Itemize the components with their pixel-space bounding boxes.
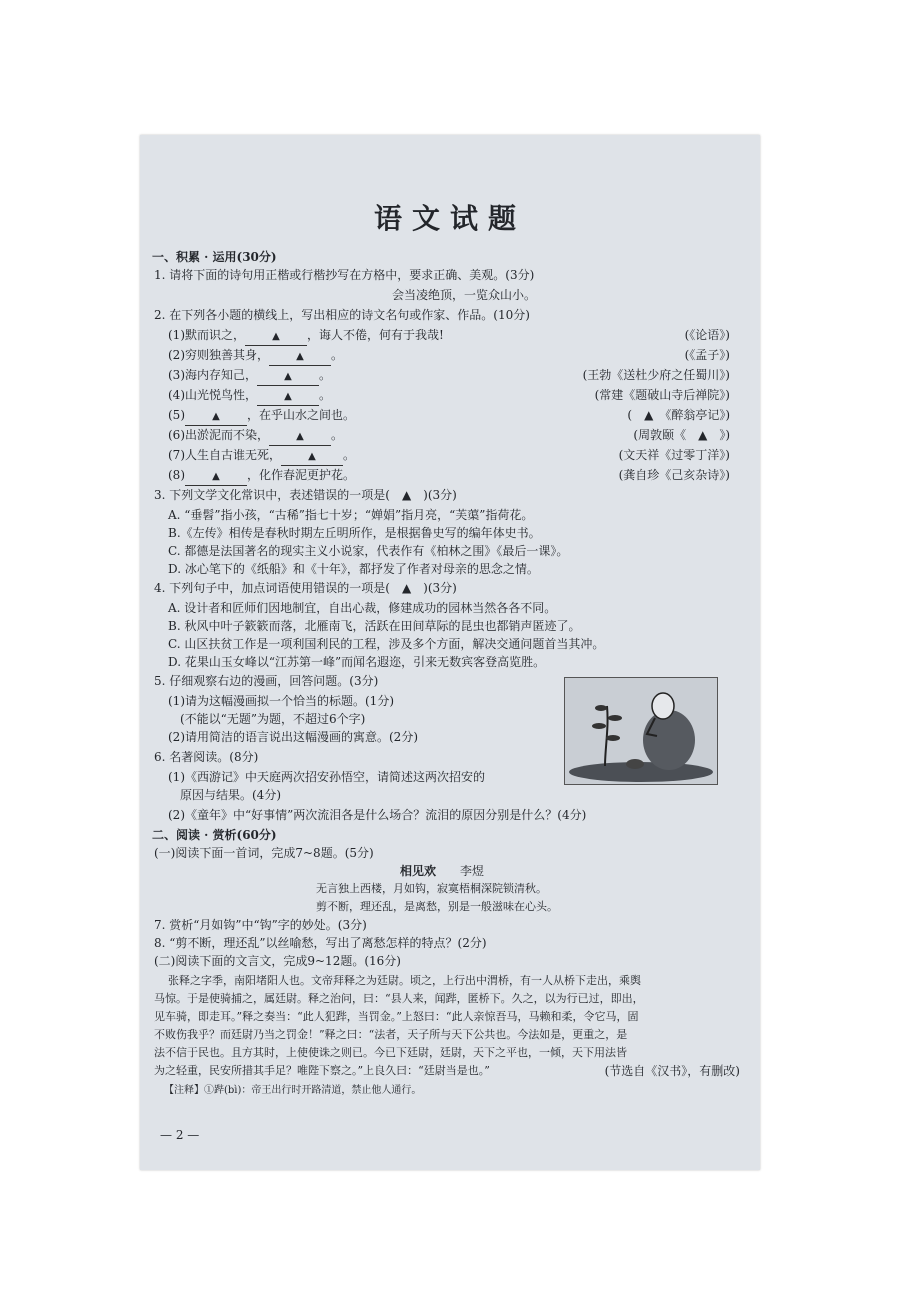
q4-option-c: C. 山区扶贫工作是一项利国利民的工程，涉及多个方面，解决交通问题首当其冲。 [168, 637, 605, 651]
section-2-heading: 二、阅读 · 赏析(60分) [152, 828, 277, 842]
q2-item-2: (2)穷则独善其身， ▲ 。 [168, 347, 343, 366]
q2-source-7: (文天祥《过零丁洋》) [618, 448, 730, 462]
q2-item-5: (5) ▲ ，在乎山水之间也。 [168, 407, 355, 426]
q2-item-6: (6)出淤泥而不染， ▲ 。 [168, 427, 343, 446]
annotation-note: 【注释】①跸(bì)：帝王出行时开路清道，禁止他人通行。 [164, 1085, 422, 1096]
q6-part-1-cont: 原因与结果。(4分) [180, 788, 281, 802]
answer-blank[interactable]: ▲ [185, 407, 247, 426]
q5-part-1: (1)请为这幅漫画拟一个恰当的标题。(1分) [168, 694, 394, 708]
q3-option-d: D. 冰心笔下的《纸船》和《十年》，都抒发了作者对母亲的思念之情。 [168, 562, 539, 576]
q2-item-4: (4)山光悦鸟性， ▲ 。 [168, 387, 331, 406]
q2-source-6: (周敦颐《 ▲ 》) [633, 428, 730, 442]
answer-blank[interactable]: ▲ [245, 327, 307, 346]
poem-title: 相见欢 [400, 864, 437, 878]
q3-option-a: A. “垂髫”指小孩，“古稀”指七十岁；“婵娟”指月亮，“芙蕖”指荷花。 [168, 508, 534, 522]
page-number: — 2 — [160, 1128, 200, 1142]
question-8: 8. “剪不断，理还乱”以丝喻愁，写出了离愁怎样的特点？(2分) [154, 936, 487, 950]
part-1-instruction: (一)阅读下面一首词，完成7~8题。(5分) [154, 846, 374, 860]
q2-source-2: (《孟子》) [684, 348, 730, 362]
section-1-heading: 一、积累 · 运用(30分) [152, 250, 277, 264]
wenyan-source: (节选自《汉书》，有删改) [604, 1064, 740, 1078]
answer-blank[interactable]: ▲ [269, 347, 331, 366]
q4-option-a: A. 设计者和匠师们因地制宜，自出心裁，修建成功的园林当然各各不同。 [168, 601, 557, 615]
poem-line-1: 无言独上西楼，月如钩，寂寞梧桐深院锁清秋。 [316, 882, 547, 895]
wenyan-line-3: 见车骑，即走耳。”释之奏当：“此人犯跸，当罚金。”上怒曰：“此人亲惊吾马，马赖和柔，令它马，固 [154, 1010, 639, 1023]
wenyan-line-5: 法不信于民也。且方其时，上使使诛之则已。今已下廷尉，廷尉，天下之平也，一倾，天下用法皆 [154, 1046, 627, 1059]
wenyan-line-2: 马惊。于是使骑捕之，属廷尉。释之治问，曰：“县人来，闻跸，匿桥下。久之，以为行已过，即出， [154, 992, 644, 1005]
q5-part-1-note: (不能以“无题”为题，不超过6个字) [180, 712, 366, 726]
q2-source-4: (常建《题破山寺后禅院》) [594, 388, 730, 402]
exam-sheet [140, 135, 760, 1170]
q6-part-2: (2)《童年》中“好事情”两次流泪各是什么场合？流泪的原因分别是什么？(4分) [168, 808, 587, 822]
answer-blank[interactable]: ▲ [257, 367, 319, 386]
wenyan-line-4: 不败伤我乎？而廷尉乃当之罚金！”释之曰：“法者，天子所与天下公共也。今法如是，更重之，是 [154, 1028, 628, 1041]
question-7: 7. 赏析“月如钩”中“钩”字的妙处。(3分) [154, 918, 367, 932]
question-1: 1. 请将下面的诗句用正楷或行楷抄写在方格中，要求正确、美观。(3分) [154, 268, 535, 282]
q3-option-c: C. 都德是法国著名的现实主义小说家，代表作有《柏林之围》《最后一课》。 [168, 544, 569, 558]
wenyan-line-1: 张释之字季，南阳堵阳人也。文帝拜释之为廷尉。顷之，上行出中渭桥，有一人从桥下走出，乘舆 [168, 974, 641, 987]
q5-part-2: (2)请用简洁的语言说出这幅漫画的寓意。(2分) [168, 730, 418, 744]
q2-source-5: ( ▲ 《醉翁亭记》) [627, 408, 730, 422]
question-5: 5. 仔细观察右边的漫画，回答问题。(3分) [154, 674, 379, 688]
question-1-poem: 会当凌绝顶，一览众山小。 [392, 288, 537, 302]
q2-source-8: (龚自珍《己亥杂诗》) [618, 468, 730, 482]
question-3: 3. 下列文学文化常识中，表述错误的一项是( ▲ )(3分) [154, 488, 457, 502]
q2-item-7: (7)人生自古谁无死， ▲ 。 [168, 447, 355, 466]
answer-blank[interactable]: ▲ [257, 387, 319, 406]
poem-line-2: 剪不断，理还乱，是离愁，别是一般滋味在心头。 [316, 900, 558, 913]
question-4: 4. 下列句子中，加点词语使用错误的一项是( ▲ )(3分) [154, 581, 457, 595]
q4-option-b: B. 秋风中叶子簌簌而落，北雁南飞，活跃在田间草际的昆虫也都销声匿迹了。 [168, 619, 581, 633]
page-title: 语文试题 [373, 202, 526, 235]
q2-source-3: (王勃《送杜少府之任蜀川》) [582, 368, 730, 382]
q2-item-1: (1)默而识之， ▲ ，诲人不倦，何有于我哉! [168, 327, 444, 346]
cartoon-image [564, 677, 718, 785]
q2-item-8: (8) ▲ ，化作春泥更护花。 [168, 467, 355, 486]
q2-source-1: (《论语》) [684, 328, 730, 342]
answer-blank[interactable]: ▲ [185, 467, 247, 486]
answer-blank[interactable]: ▲ [281, 447, 343, 466]
question-6: 6. 名著阅读。(8分) [154, 750, 259, 764]
answer-blank[interactable]: ▲ [269, 427, 331, 446]
q4-option-d: D. 花果山玉女峰以“江苏第一峰”而闻名遐迩，引来无数宾客登高览胜。 [168, 655, 546, 669]
part-2-instruction: (二)阅读下面的文言文，完成9~12题。(16分) [154, 954, 401, 968]
wenyan-line-6: 为之轻重，民安所措其手足？唯陛下察之。”上良久曰：“廷尉当是也。” [154, 1064, 490, 1077]
q3-option-b: B.《左传》相传是春秋时期左丘明所作，是根据鲁史写的编年体史书。 [168, 526, 541, 540]
cartoon-drawing [565, 678, 717, 784]
poem-author: 李煜 [460, 864, 485, 878]
question-2: 2. 在下列各小题的横线上，写出相应的诗文名句或作家、作品。(10分) [154, 308, 530, 322]
q2-item-3: (3)海内存知己， ▲ 。 [168, 367, 331, 386]
q6-part-1: (1)《西游记》中天庭两次招安孙悟空，请简述这两次招安的 [168, 770, 486, 784]
